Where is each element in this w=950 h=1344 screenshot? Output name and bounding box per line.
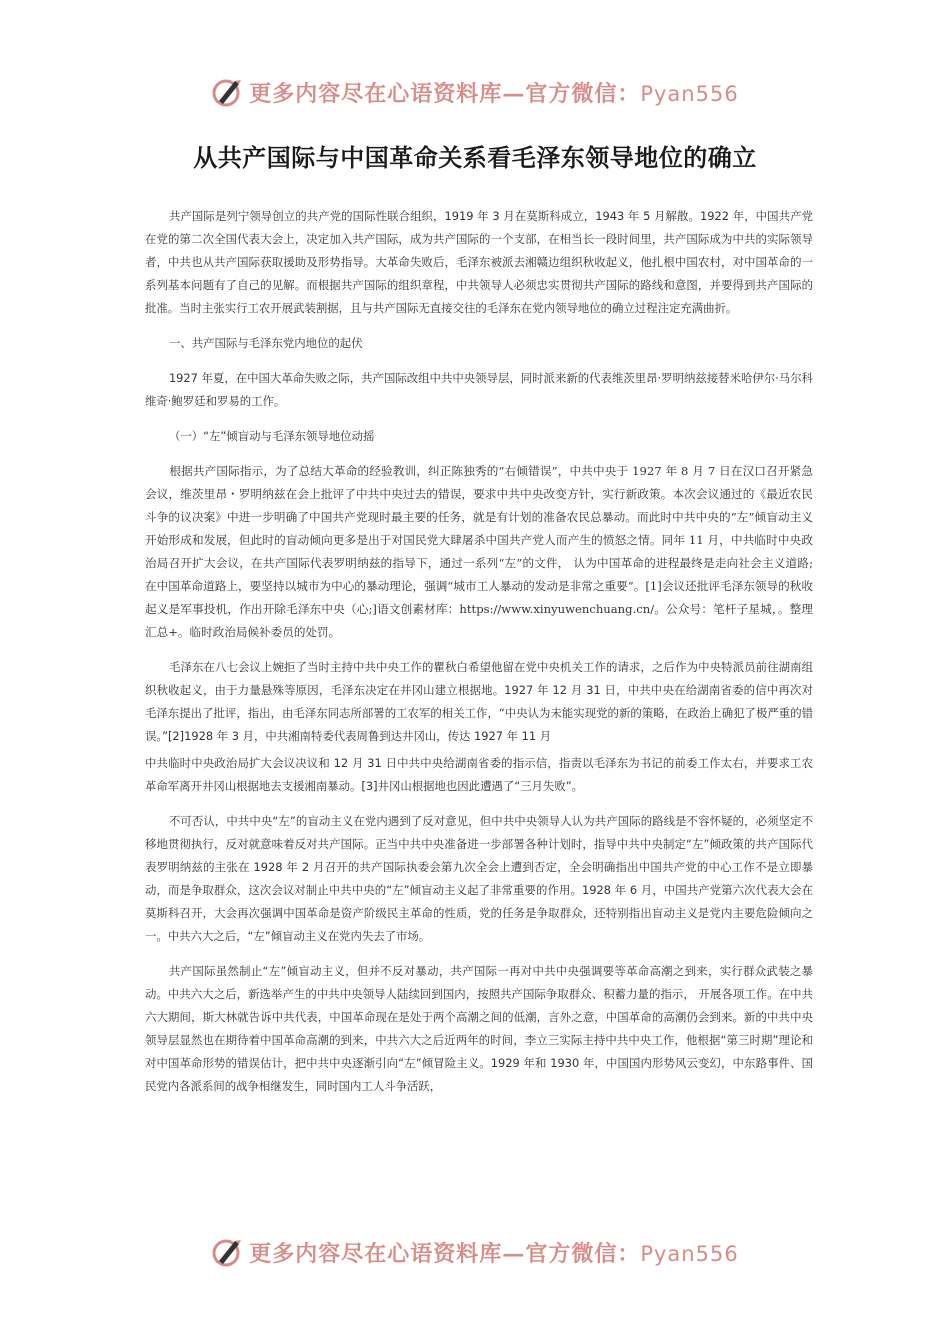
banner-wechat-id: Pyan556	[640, 81, 739, 106]
banner-wechat-id: Pyan556	[640, 1241, 739, 1266]
document-body	[145, 205, 813, 1110]
paragraph: 根据共产国际指示，为了总结大革命的经验教训，纠正陈独秀的“右倾错误”，中共中央于 1927 年 8 月 7 日在汉口召开紧急会议，维茨里昂・罗明纳兹在会上批评了中共中央过去的错误，要求中共中央改变方针，实行新政策。本次会议通过的《最近农民斗争的议决案》中进一步明确了中国共产党现时最主要的任务，就是有计划的准备农民总暴动。而此时中共中央的“左”倾盲动主义开始形成和发展，但此时的盲动倾向更多是出于对国民党大肆屠杀中国共产党人而产生的愤怒之情。同年 11 月，中共临时中央政治局召开扩大会议，在共产国际代表罗明纳兹的指导下，通过一系列“左”的文件， 认为中国革命的进程最终是走向社会主义道路;在中国革命道路上，要坚持以城市为中心的暴动理论，强调“城市工人暴动的发动是非常之重要”。[1]会议还批评毛泽东领导的秋收起义是军事投机，作出开除毛泽东中央（心;]语文创素材库：https://www.xinyuwenchuang.cn/。公众号：笔杆子星城，。整理汇总+。临时政治局候补委员的处罚。	[145, 464, 813, 639]
section-heading: 一、共产国际与毛泽东党内地位的起伏	[168, 336, 363, 350]
paragraph: 中共临时中央政治局扩大会议决议和 12 月 31 日中共中央给湖南省委的指示信，指责以毛泽东为书记的前委工作太右，并要求工农革命军离开井冈山根据地去支援湘南暴动。[3]井冈山根据地也因此遭遇了“三月失败”。	[145, 756, 813, 793]
footer-watermark-banner	[0, 1232, 950, 1272]
paragraph: 共产国际虽然制止“左”倾盲动主义，但并不反对暴动，共产国际一再对中共中央强调要等革命高潮之到来，实行群众武装之暴动。中共六大之后，新选举产生的中共中央领导人陆续回到国内，按照共产国际争取群众、积蓄力量的指示， 开展各项工作。在中共六大期间，斯大林就告诉中共代表，中国革命现在是处于两个高潮之间的低潮，言外之意，中国革命的高潮仍会到来。新的中共中央领导层显然也在期待着中国革命高潮的到来，中共六大之后近两年的时间，李立三实际主持中共中央工作，他根据“第三时期”理论和对中国革命形势的错误估计，把中共中央逐渐引向“左”倾冒险主义。1929 年和 1930 年，中国国内形势风云变幻，中东路事件、国民党内各派系间的战争相继发生，同时国内工人斗争活跃，	[145, 964, 813, 1093]
banner-text	[249, 1237, 738, 1268]
document-title: 从共产国际与中国革命关系看毛泽东领导地位的确立	[193, 144, 757, 172]
banner-main: 更多内容尽在心语资料库—	[249, 1240, 526, 1267]
subsection-heading: （一）“左”倾盲动与毛泽东领导地位动摇	[168, 429, 375, 443]
header-watermark-banner	[0, 72, 950, 112]
banner-main: 更多内容尽在心语资料库—	[249, 80, 526, 107]
banner-suffix: 官方微信：	[525, 1240, 641, 1267]
pen-logo-icon	[211, 75, 245, 109]
banner-suffix: 官方微信：	[525, 80, 641, 107]
paragraph-intro: 共产国际是列宁领导创立的共产党的国际性联合组织，1919 年 3 月在莫斯科成立，1943 年 5 月解散。1922 年，中国共产党在党的第二次全国代表大会上，决定加入共产国际，成为共产国际的一个支部，在相当长一段时间里，共产国际成为中共的实际领导者，中共也从共产国际获取援助及形势指导。大革命失败后，毛泽东被派去湘赣边组织秋收起义，他扎根中国农村，对中国革命的一系列基本问题有了自己的见解。而根据共产国际的组织章程，中共领导人必须忠实贯彻共产国际的路线和意图，并要得到共产国际的批准。当时主张实行工农开展武装割据，且与共产国际无直接交往的毛泽东在党内领导地位的确立过程注定充满曲折。	[145, 209, 813, 315]
banner-text	[249, 77, 738, 108]
paragraph: 不可否认，中共中央“左”的盲动主义在党内遇到了反对意见，但中共中央领导人认为共产国际的路线是不容怀疑的，必须坚定不移地贯彻执行，反对就意味着反对共产国际。正当中共中央准备进一步部署各种计划时，指导中共中央制定“左”倾政策的共产国际代表罗明纳兹的主张在 1928 年 2 月召开的共产国际执委会第九次全会上遭到否定，全会明确指出中国共产党的中心工作不是立即暴动，而是争取群众，这次会议对制止中共中央的“左”倾盲动主义起了非常重要的作用。1928 年 6 月，中国共产党第六次代表大会在莫斯科召开，大会再次强调中国革命是资产阶级民主革命的性质，党的任务是争取群众，还特别指出盲动主义是党内主要危险倾向之一。中共六大之后，“左”倾盲动主义在党内失去了市场。	[145, 814, 813, 943]
pen-logo-icon	[211, 1235, 245, 1269]
paragraph: 1927 年夏，在中国大革命失败之际，共产国际改组中共中央领导层，同时派来新的代表维茨里昂·罗明纳兹接替米哈伊尔·马尔科维奇·鲍罗廷和罗易的工作。	[145, 371, 813, 408]
paragraph: 毛泽东在八七会议上婉拒了当时主持中共中央工作的瞿秋白希望他留在党中央机关工作的请求，之后作为中央特派员前往湖南组织秋收起义，由于力量悬殊等原因，毛泽东决定在井冈山建立根据地。1927 年 12 月 31 日，中共中央在给湖南省委的信中再次对毛泽东提出了批评，指出，由毛泽东同志所部署的工农军的相关工作，“中央认为未能实现党的新的策略，在政治上确犯了极严重的错误。”[2]1928 年 3 月，中共湘南特委代表周鲁到达井冈山，传达 1927 年 11 月	[145, 660, 813, 743]
